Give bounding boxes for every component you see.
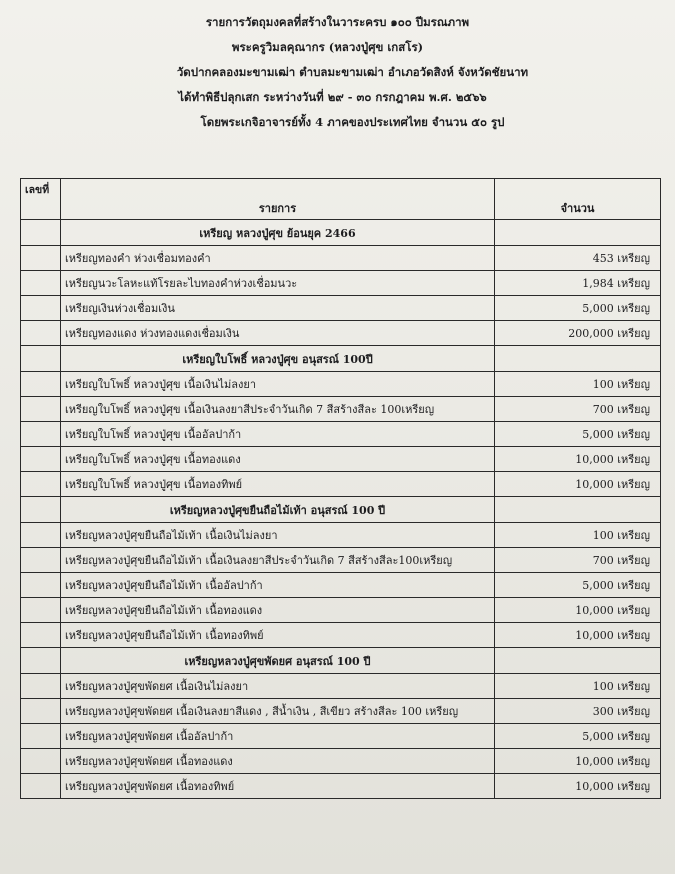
item-name: เหรียญหลวงปู่ศุขยืนถือไม้เท้า เนื้อทองทิพย์ bbox=[61, 623, 495, 648]
column-header-item: รายการ bbox=[61, 179, 495, 220]
item-quantity: 700 เหรียญ bbox=[495, 397, 661, 422]
table-row bbox=[21, 372, 661, 397]
header-masters: โดยพระเกจิอาจารย์ทั้ง 4 ภาคของประเทศไทย จำนวน ๕๐ รูป bbox=[200, 115, 505, 129]
item-quantity: 5,000 เหรียญ bbox=[495, 422, 661, 447]
section-row bbox=[21, 497, 661, 523]
table-row bbox=[21, 523, 661, 548]
item-quantity: 5,000 เหรียญ bbox=[495, 724, 661, 749]
section-row bbox=[21, 648, 661, 674]
item-quantity: 5,000 เหรียญ bbox=[495, 296, 661, 321]
item-quantity: 700 เหรียญ bbox=[495, 548, 661, 573]
table-row bbox=[21, 472, 661, 497]
document-header bbox=[0, 10, 675, 135]
item-name: เหรียญหลวงปู่ศุขยืนถือไม้เท้า เนื้อทองแดง bbox=[61, 598, 495, 623]
item-quantity: 1,984 เหรียญ bbox=[495, 271, 661, 296]
item-quantity: 5,000 เหรียญ bbox=[495, 573, 661, 598]
header-monk-name: พระครูวิมลคุณากร (หลวงปู่ศุข เกสโร) bbox=[231, 40, 424, 54]
item-name: เหรียญเงินห่วงเชื่อมเงิน bbox=[61, 296, 495, 321]
header-title: รายการวัตถุมงคลที่สร้างในวาระครบ ๑๐๐ ปีมรณภาพ bbox=[205, 15, 470, 29]
item-name: เหรียญใบโพธิ์ หลวงปู่ศุข เนื้ออัลปาก้า bbox=[61, 422, 495, 447]
column-header-number: เลขที่ bbox=[21, 179, 61, 220]
item-name: เหรียญหลวงปู่ศุขพัดยศ เนื้อเงินไม่ลงยา bbox=[61, 674, 495, 699]
item-quantity: 10,000 เหรียญ bbox=[495, 447, 661, 472]
table-row bbox=[21, 447, 661, 472]
table-row bbox=[21, 674, 661, 699]
table-row bbox=[21, 623, 661, 648]
item-name: เหรียญหลวงปู่ศุขพัดยศ เนื้ออัลปาก้า bbox=[61, 724, 495, 749]
table-row bbox=[21, 598, 661, 623]
item-name: เหรียญหลวงปู่ศุขพัดยศ เนื้อเงินลงยาสีแดง , สีน้ำเงิน , สีเขียว สร้างสีละ 100 เหรียญ bbox=[61, 699, 495, 724]
section-row bbox=[21, 220, 661, 246]
table-row bbox=[21, 548, 661, 573]
table-row bbox=[21, 699, 661, 724]
header-ceremony-date: ได้ทำพิธีปลุกเสก ระหว่างวันที่ ๒๙ - ๓๐ กรกฎาคม พ.ศ. ๒๕๖๖ bbox=[178, 90, 487, 104]
table-row bbox=[21, 422, 661, 447]
table-row bbox=[21, 749, 661, 774]
table-row bbox=[21, 246, 661, 271]
table-row bbox=[21, 271, 661, 296]
header-temple: วัดปากคลองมะขามเฒ่า ตำบลมะขามเฒ่า อำเภอวัดสิงห์ จังหวัดชัยนาท bbox=[176, 65, 529, 79]
section-title: เหรียญ หลวงปู่ศุข ย้อนยุค 2466 bbox=[61, 220, 495, 246]
section-title: เหรียญใบโพธิ์ หลวงปู่ศุข อนุสรณ์ 100ปี bbox=[61, 346, 495, 372]
amulet-table bbox=[20, 178, 661, 799]
item-name: เหรียญหลวงปู่ศุขยืนถือไม้เท้า เนื้ออัลปาก้า bbox=[61, 573, 495, 598]
item-name: เหรียญใบโพธิ์ หลวงปู่ศุข เนื้อทองทิพย์ bbox=[61, 472, 495, 497]
item-name: เหรียญหลวงปู่ศุขยืนถือไม้เท้า เนื้อเงินลงยาสีประจำวันเกิด 7 สีสร้างสีละ100เหรียญ bbox=[61, 548, 495, 573]
item-name: เหรียญทองคำ ห่วงเชื่อมทองคำ bbox=[61, 246, 495, 271]
table-row bbox=[21, 321, 661, 346]
item-name: เหรียญหลวงปู่ศุขพัดยศ เนื้อทองทิพย์ bbox=[61, 774, 495, 799]
table-header-row bbox=[21, 179, 661, 220]
item-name: เหรียญใบโพธิ์ หลวงปู่ศุข เนื้อเงินลงยาสีประจำวันเกิด 7 สีสร้างสีละ 100เหรียญ bbox=[61, 397, 495, 422]
item-quantity: 100 เหรียญ bbox=[495, 674, 661, 699]
section-row bbox=[21, 346, 661, 372]
table-row bbox=[21, 724, 661, 749]
item-name: เหรียญใบโพธิ์ หลวงปู่ศุข เนื้อเงินไม่ลงยา bbox=[61, 372, 495, 397]
item-name: เหรียญใบโพธิ์ หลวงปู่ศุข เนื้อทองแดง bbox=[61, 447, 495, 472]
table-row bbox=[21, 573, 661, 598]
item-name: เหรียญหลวงปู่ศุขยืนถือไม้เท้า เนื้อเงินไม่ลงยา bbox=[61, 523, 495, 548]
section-title: เหรียญหลวงปู่ศุขพัดยศ อนุสรณ์ 100 ปี bbox=[61, 648, 495, 674]
item-quantity: 100 เหรียญ bbox=[495, 372, 661, 397]
item-quantity: 300 เหรียญ bbox=[495, 699, 661, 724]
item-quantity: 10,000 เหรียญ bbox=[495, 749, 661, 774]
item-quantity: 100 เหรียญ bbox=[495, 523, 661, 548]
item-quantity: 453 เหรียญ bbox=[495, 246, 661, 271]
table-row bbox=[21, 774, 661, 799]
item-name: เหรียญหลวงปู่ศุขพัดยศ เนื้อทองแดง bbox=[61, 749, 495, 774]
item-quantity: 200,000 เหรียญ bbox=[495, 321, 661, 346]
item-quantity: 10,000 เหรียญ bbox=[495, 623, 661, 648]
item-name: เหรียญนวะโลหะแท้โรยละไบทองคำห่วงเชื่อมนวะ bbox=[61, 271, 495, 296]
item-quantity: 10,000 เหรียญ bbox=[495, 598, 661, 623]
table-row bbox=[21, 397, 661, 422]
item-quantity: 10,000 เหรียญ bbox=[495, 774, 661, 799]
column-header-quantity: จำนวน bbox=[495, 179, 661, 220]
table-row bbox=[21, 296, 661, 321]
item-name: เหรียญทองแดง ห่วงทองแดงเชื่อมเงิน bbox=[61, 321, 495, 346]
item-quantity: 10,000 เหรียญ bbox=[495, 472, 661, 497]
section-title: เหรียญหลวงปู่ศุขยืนถือไม้เท้า อนุสรณ์ 100 ปี bbox=[61, 497, 495, 523]
